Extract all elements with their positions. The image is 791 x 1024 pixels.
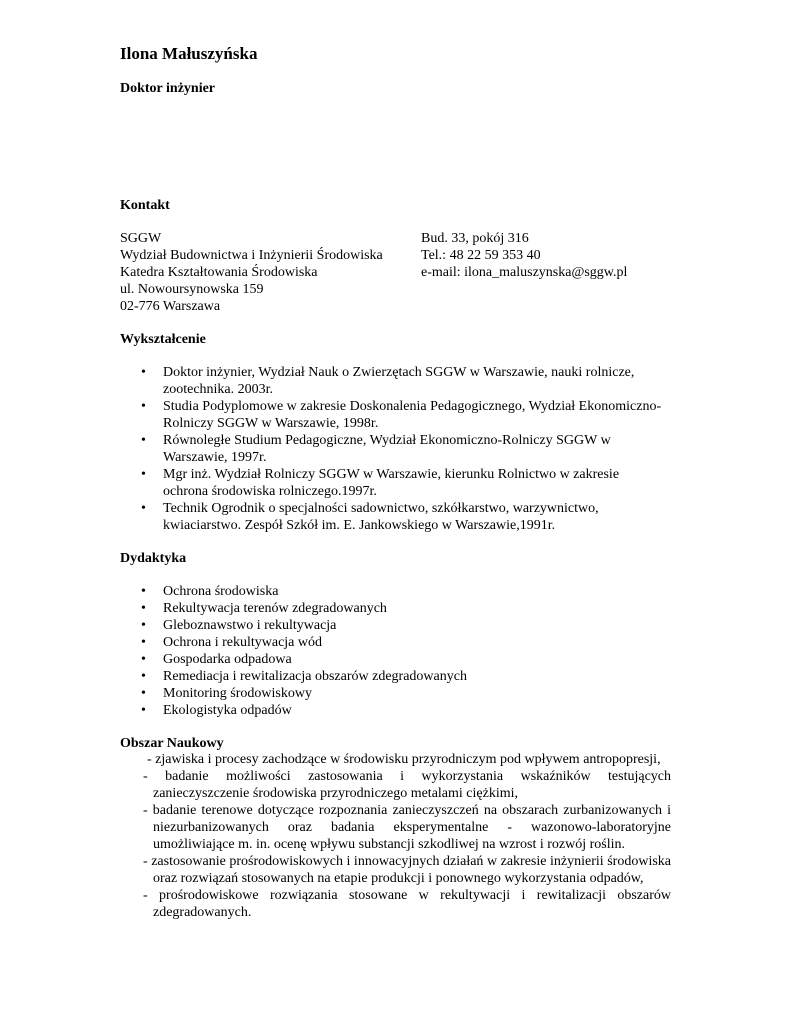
contact-address-block — [120, 230, 383, 315]
research-item: - badanie możliwości zastosowania i wykorzystania wskaźników testujących zanieczyszczenie środowiska przyrodniczego metalami ciężkimi, — [143, 769, 671, 801]
list-item: • Gospodarka odpadowa — [120, 651, 683, 668]
list-item: • Ochrona i rekultywacja wód — [120, 634, 683, 651]
academic-degree: Doktor inżynier — [120, 81, 216, 96]
contact-heading: Kontakt — [120, 198, 170, 213]
research-item: - zastosowanie prośrodowiskowych i innowacyjnych działań w zakresie inżynierii środowiska oraz rozwiązań stosowanych na etapie produkcji i ponownego wykorzystania odpadów, — [143, 854, 671, 886]
list-item: • Monitoring środowiskowy — [120, 685, 683, 702]
contact-address-line: SGGW — [120, 231, 162, 246]
didactics-list — [120, 583, 683, 719]
list-item: • Równoległe Studium Pedagogiczne, Wydział Ekonomiczno-Rolniczy SGGW w Warszawie, 1997r. — [120, 432, 663, 466]
didactics-heading: Dydaktyka — [120, 551, 187, 566]
list-item: • Gleboznawstwo i rekultywacja — [120, 617, 683, 634]
list-item: • Technik Ogrodnik o specjalności sadownictwo, szkółkarstwo, warzywnictwo, kwiaciarstwo. Zespół Szkół im. E. Jankowskiego w Warszawie,1991r. — [120, 500, 663, 534]
research-list — [143, 751, 671, 921]
contact-room: Bud. 33, pokój 316 — [421, 231, 529, 246]
research-item: - prośrodowiskowe rozwiązania stosowane w rekultywacji i rewitalizacji obszarów zdegradowanych. — [143, 888, 671, 920]
contact-address-line: Wydział Budownictwa i Inżynierii Środowiska — [120, 248, 383, 263]
contact-address-line: ul. Nowoursynowska 159 — [120, 282, 264, 297]
list-item: • Remediacja i rewitalizacja obszarów zdegradowanych — [120, 668, 683, 685]
list-item: • Ochrona środowiska — [120, 583, 683, 600]
person-name: Ilona Małuszyńska — [120, 44, 258, 63]
research-heading: Obszar Naukowy — [120, 736, 224, 751]
contact-phone: Tel.: 48 22 59 353 40 — [421, 248, 541, 263]
education-list — [120, 364, 663, 534]
education-heading: Wykształcenie — [120, 332, 206, 347]
research-item: - badanie terenowe dotyczące rozpoznania zanieczyszczeń na obszarach zurbanizowanych i niezurbanizowanych oraz badania eksperymentalne - wazonowo-laboratoryjne umożliwiające m. in. ocenę wpływu substancji szkodliwej na wzrost i rozwój roślin. — [143, 803, 671, 852]
contact-address-line: 02-776 Warszawa — [120, 299, 221, 314]
list-item: • Studia Podyplomowe w zakresie Doskonalenia Pedagogicznego, Wydział Ekonomiczno-Rolniczy SGGW w Warszawie, 1998r. — [120, 398, 663, 432]
list-item: • Rekultywacja terenów zdegradowanych — [120, 600, 683, 617]
list-item: • Mgr inż. Wydział Rolniczy SGGW w Warszawie, kierunku Rolnictwo w zakresie ochrona środowiska rolniczego.1997r. — [120, 466, 663, 500]
contact-details-block — [421, 230, 627, 281]
list-item: • Doktor inżynier, Wydział Nauk o Zwierzętach SGGW w Warszawie, nauki rolnicze, zootechnika. 2003r. — [120, 364, 663, 398]
list-item: • Ekologistyka odpadów — [120, 702, 683, 719]
research-item: - zjawiska i procesy zachodzące w środowisku przyrodniczym pod wpływem antropopresji, — [147, 752, 661, 767]
contact-address-line: Katedra Kształtowania Środowiska — [120, 265, 318, 280]
contact-email[interactable]: e-mail: ilona_maluszynska@sggw.pl — [421, 265, 628, 280]
